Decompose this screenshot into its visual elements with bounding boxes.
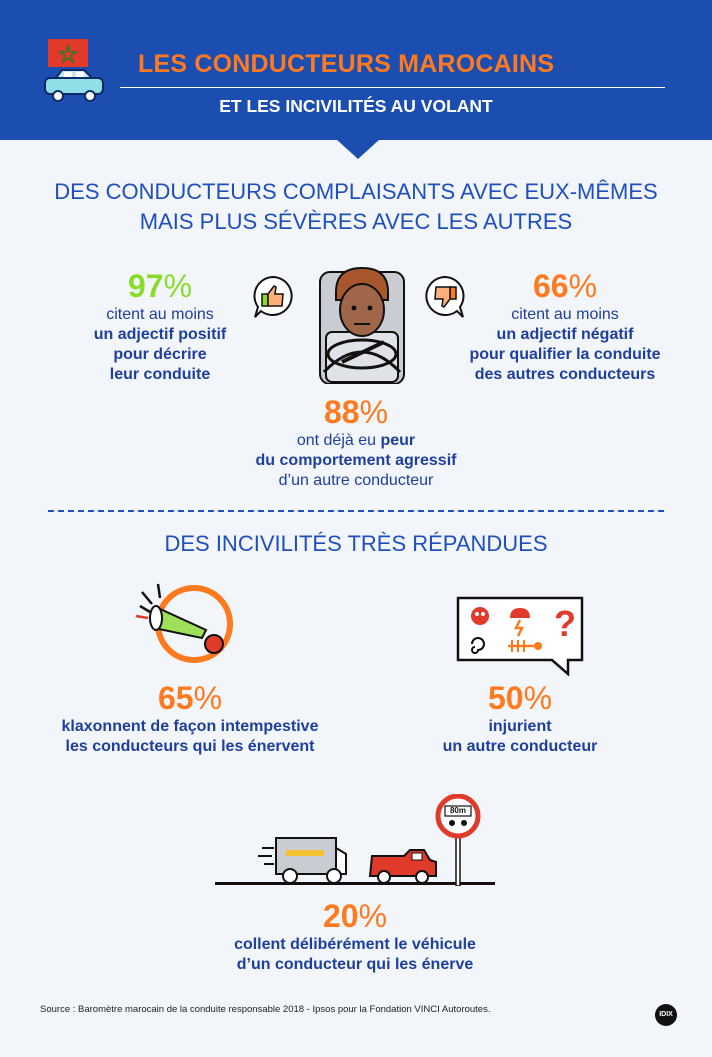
- page-title: LES CONDUCTEURS MAROCAINS: [138, 50, 555, 78]
- section-divider: [48, 510, 664, 512]
- svg-text:?: ?: [554, 603, 576, 644]
- stat-horn-value: 65%: [157, 680, 223, 716]
- stat-positive: [60, 268, 260, 385]
- stat-fear-line1b: peur: [380, 432, 416, 449]
- source-note: Source : Baromètre marocain de la conduite responsable 2018 - Ipsos pour la Fondation VINCI Autoroutes.: [40, 1004, 491, 1015]
- stat-negative-line3: pour qualifier la conduite: [469, 346, 661, 363]
- section1-title-line1: DES CONDUCTEURS COMPLAISANTS AVEC EUX-MÊMES: [54, 179, 658, 204]
- stat-insult-line1: injurient: [488, 718, 552, 735]
- stat-horn: [40, 680, 340, 757]
- title-divider: [120, 87, 665, 88]
- header-notch: [336, 139, 380, 159]
- stat-fear-line1a: ont déjà eu: [296, 432, 381, 449]
- stat-tailgate-value: 20%: [322, 898, 388, 934]
- stat-negative: [450, 268, 680, 385]
- stat-fear-value: 88%: [323, 394, 389, 430]
- horn-icon: [128, 578, 240, 673]
- stat-fear: [206, 394, 506, 491]
- stat-tailgate: [180, 898, 530, 975]
- section1-title-line2: MAIS PLUS SÉVÈRES AVEC LES AUTRES: [139, 209, 573, 234]
- speech-bubble-icon: [452, 594, 588, 681]
- stat-horn-line1: klaxonnent de façon intempestive: [61, 718, 319, 735]
- stat-negative-value: 66%: [532, 268, 598, 304]
- driver-icon: [314, 262, 410, 389]
- stat-insult: [400, 680, 640, 757]
- stat-insult-value: 50%: [487, 680, 553, 716]
- stat-positive-value: 97%: [127, 268, 193, 304]
- stat-tailgate-line2: d’un conducteur qui les énerve: [236, 956, 474, 973]
- stat-negative-line1: citent au moins: [511, 306, 619, 323]
- stat-positive-line3: pour décrire: [113, 346, 207, 363]
- stat-negative-line2: un adjectif négatif: [496, 326, 634, 343]
- morocco-flag-icon: [48, 39, 88, 67]
- car-red-icon: [364, 846, 440, 891]
- stat-fear-line2: du comportement agressif: [255, 452, 457, 469]
- publisher-logo: IDIX: [655, 1004, 677, 1026]
- stat-negative-line4: des autres conducteurs: [474, 366, 656, 383]
- thumbs-up-icon: [250, 274, 296, 325]
- thumbs-down-icon: [422, 274, 468, 325]
- stat-positive-line4: leur conduite: [109, 366, 211, 383]
- page-subtitle: ET LES INCIVILITÉS AU VOLANT: [219, 96, 493, 116]
- section2-title: DES INCIVILITÉS TRÈS RÉPANDUES: [164, 531, 548, 556]
- stat-horn-line2: les conducteurs qui les énervent: [65, 738, 315, 755]
- truck-icon: [258, 834, 352, 891]
- stat-fear-line3: d’un autre conducteur: [278, 472, 434, 489]
- stat-tailgate-line1: collent délibérément le véhicule: [234, 936, 476, 953]
- stat-positive-line2: un adjectif positif: [93, 326, 227, 343]
- stat-insult-line2: un autre conducteur: [442, 738, 598, 755]
- speed-sign-text: 80m: [449, 806, 466, 815]
- stat-positive-line1: citent au moins: [106, 306, 214, 323]
